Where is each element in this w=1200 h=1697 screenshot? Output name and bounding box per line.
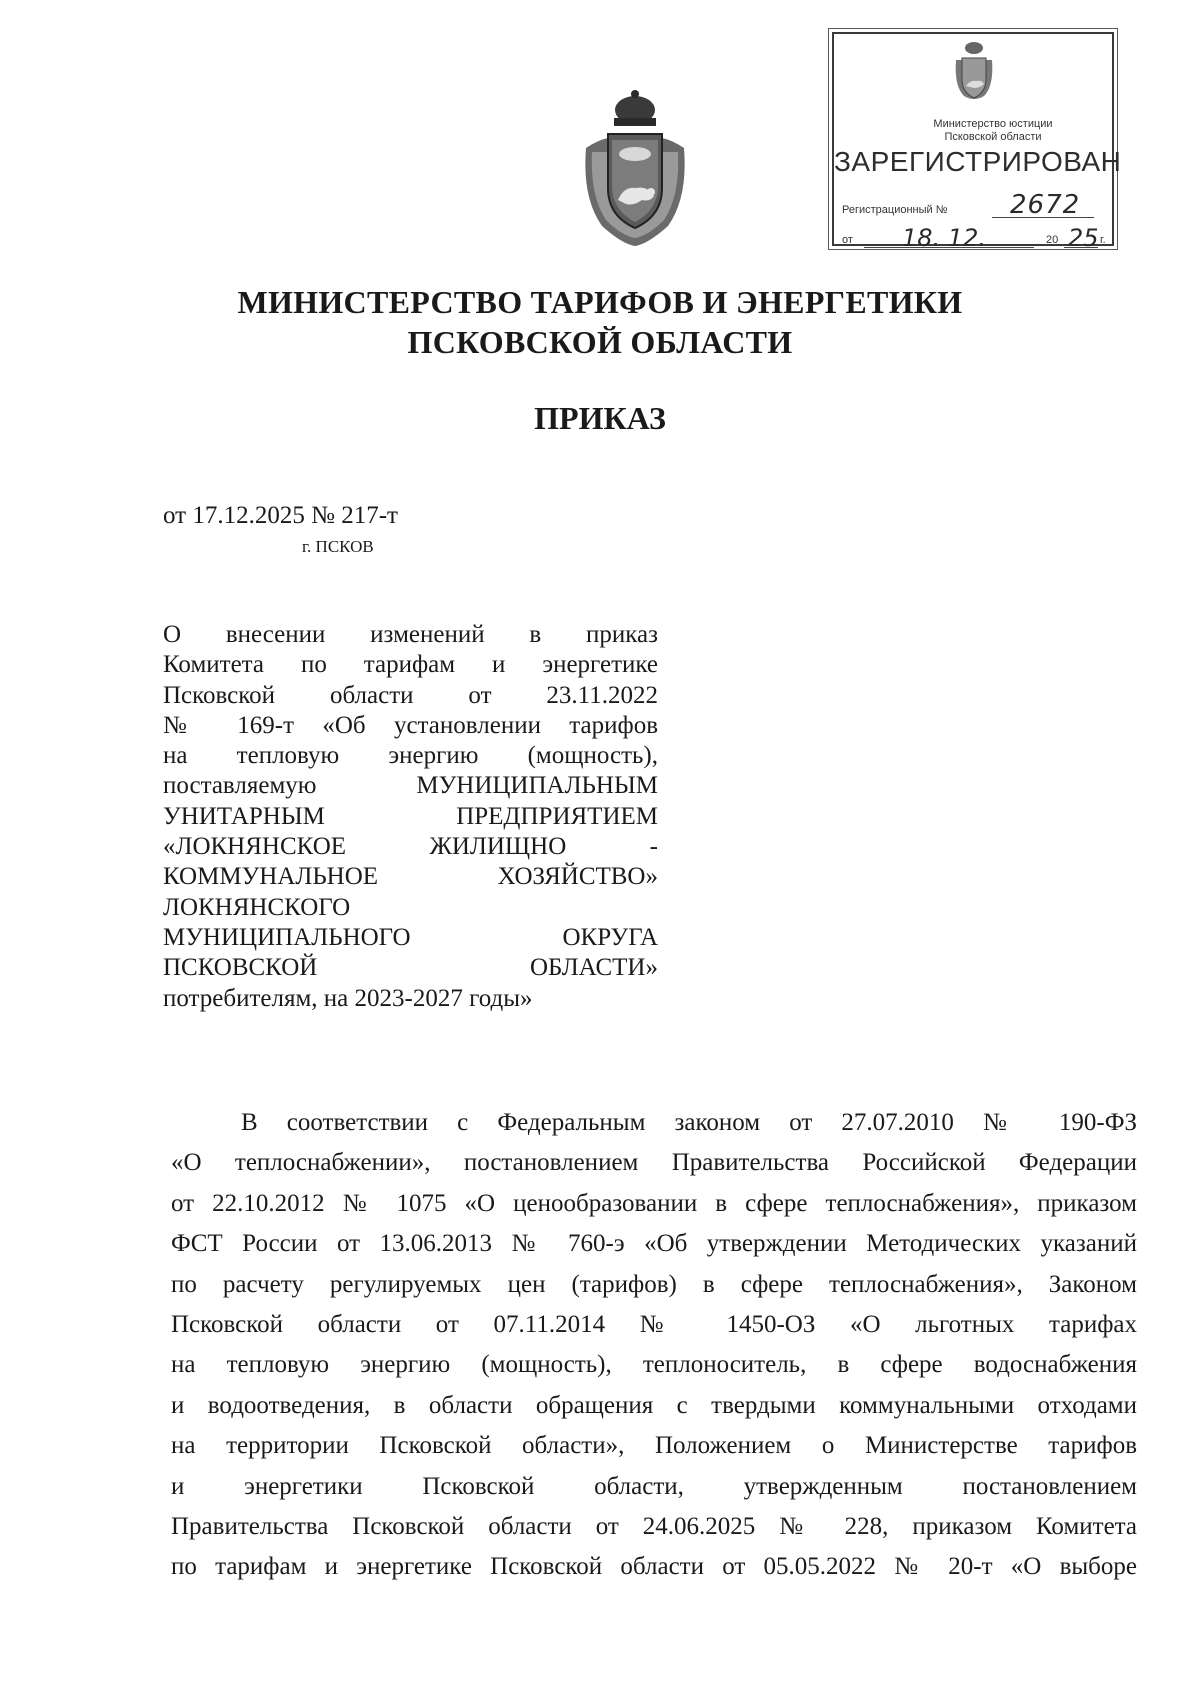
title-line: поставляемую МУНИЦИПАЛЬНЫМ	[163, 772, 658, 800]
title-line: Комитета по тарифам и энергетике	[163, 651, 658, 679]
document-type-title: ПРИКАЗ	[534, 400, 666, 436]
stamp-date-row	[842, 224, 1106, 252]
order-city: г. ПСКОВ	[302, 537, 374, 556]
body-line: на территории Псковской области», Положением о Министерстве тарифов	[171, 1432, 1137, 1460]
title-line: ПСКОВСКОЙ ОБЛАСТИ»	[163, 954, 658, 982]
stamp-ministry-name	[834, 118, 1112, 144]
title-line: на тепловую энергию (мощность),	[163, 742, 658, 770]
stamp-status: ЗАРЕГИСТРИРОВАН	[834, 146, 1122, 177]
body-line: на тепловую энергию (мощность), теплоноситель, в сфере водоснабжения	[171, 1351, 1137, 1379]
stamp-ministry-line1: Министерство юстиции	[933, 118, 1053, 130]
body-line: Правительства Псковской области от 24.06.2025 № 228, приказом Комитета	[171, 1512, 1137, 1540]
order-body-paragraph	[171, 1103, 1137, 1588]
order-number: от 17.12.2025 № 217-т	[163, 502, 398, 529]
stamp-year-value: 25	[1068, 224, 1099, 252]
title-line: № 169-т «Об установлении тарифов	[163, 711, 658, 739]
body-line: от 22.10.2012 № 1075 «О ценообразовании в сфере теплоснабжения», приказом	[171, 1189, 1137, 1217]
stamp-year-prefix: 20	[1046, 234, 1059, 246]
stamp-emblem-icon	[950, 40, 998, 102]
title-line: Псковской области от 23.11.2022	[163, 681, 658, 709]
body-line: по тарифам и энергетике Псковской области от 05.05.2022 № 20-т «О выборе	[171, 1553, 1137, 1581]
stamp-date-label: от	[842, 234, 853, 246]
registration-stamp	[832, 32, 1122, 252]
title-line: УНИТАРНЫМ ПРЕДПРИЯТИЕМ	[163, 802, 658, 830]
body-line: и энергетики Псковской области, утвержденным постановлением	[171, 1472, 1137, 1500]
title-line: ЛОКНЯНСКОГО	[163, 893, 351, 921]
stamp-date-value: 18. 12.	[902, 224, 986, 252]
body-line: и водоотведения, в области обращения с твердыми коммунальными отходами	[171, 1391, 1137, 1419]
stamp-year-suffix: г.	[1100, 234, 1106, 246]
body-line: ФСТ России от 13.06.2013 № 760-э «Об утверждении Методических указаний	[171, 1230, 1137, 1258]
ministry-name-line2: ПСКОВСКОЙ ОБЛАСТИ	[407, 324, 793, 360]
title-line: МУНИЦИПАЛЬНОГО ОКРУГА	[163, 923, 658, 951]
body-line: Псковской области от 07.11.2014 № 1450-ОЗ «О льготных тарифах	[171, 1310, 1137, 1338]
title-line: О внесении изменений в приказ	[163, 621, 658, 648]
coat-of-arms-icon	[572, 88, 698, 248]
title-line: КОММУНАЛЬНОЕ ХОЗЯЙСТВО»	[163, 863, 658, 891]
body-line: по расчету регулируемых цен (тарифов) в сфере теплоснабжения», Законом	[171, 1270, 1137, 1298]
stamp-ministry-line2: Псковской области	[944, 131, 1042, 143]
body-line: В соответствии с Федеральным законом от 27.07.2010 № 190-ФЗ	[241, 1109, 1137, 1136]
stamp-reg-number-row	[842, 192, 1104, 218]
body-line: «О теплоснабжении», постановлением Правительства Российской Федерации	[171, 1149, 1137, 1177]
title-line: потребителям, на 2023-2027 годы»	[163, 984, 533, 1012]
stamp-reg-number: 2672	[1010, 190, 1081, 220]
stamp-reg-label: Регистрационный №	[842, 204, 948, 216]
title-line: «ЛОКНЯНСКОЕ ЖИЛИЩНО -	[163, 833, 658, 861]
ministry-name-line1: МИНИСТЕРСТВО ТАРИФОВ И ЭНЕРГЕТИКИ	[237, 284, 963, 320]
order-title	[163, 620, 658, 1014]
